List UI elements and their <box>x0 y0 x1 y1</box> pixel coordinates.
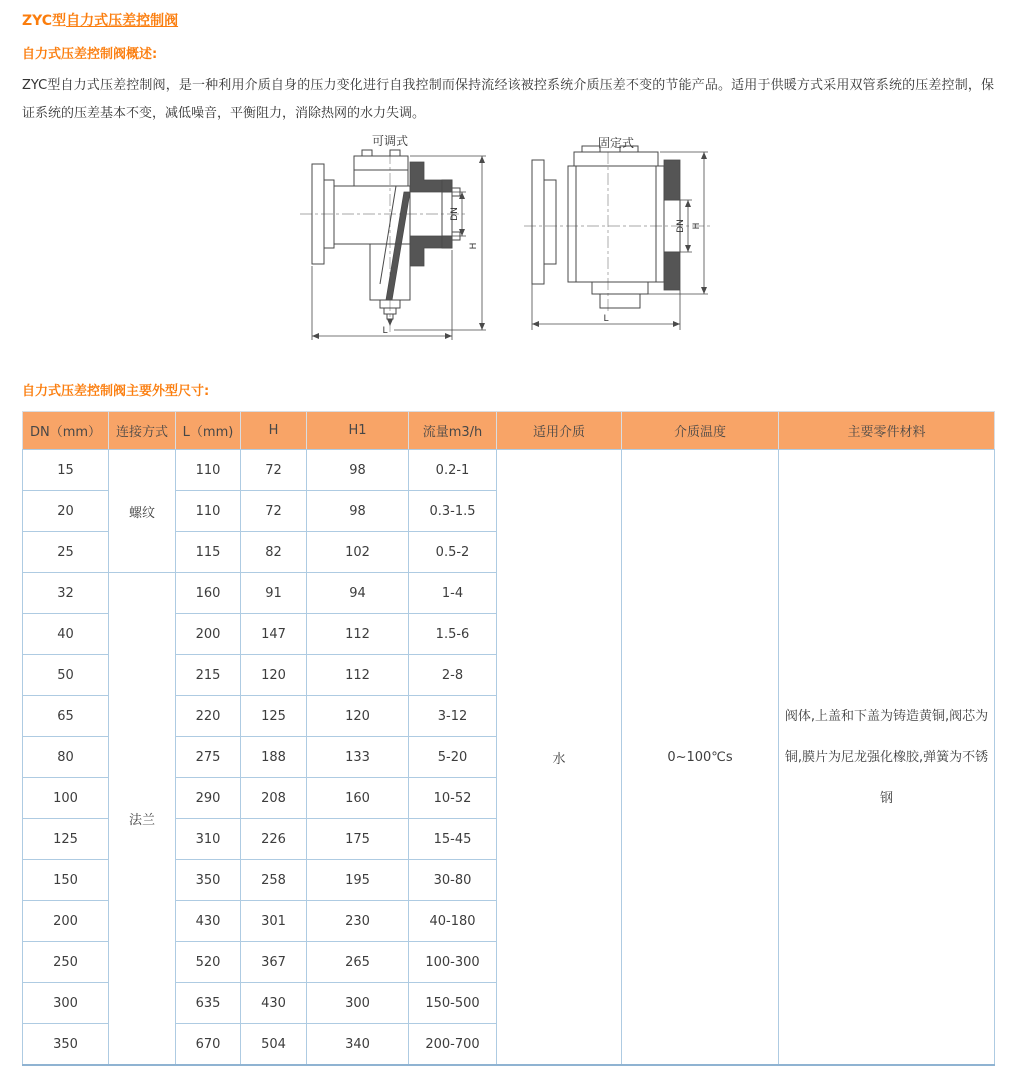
right-flange-cut-top <box>442 180 452 192</box>
cell-dn: 80 <box>23 737 109 778</box>
cell-h: 82 <box>241 532 307 573</box>
valve-diagram-adjustable <box>290 134 504 352</box>
cell-flow: 15-45 <box>409 819 497 860</box>
cell-materials: 阀体,上盖和下盖为铸造黄铜,阀芯为铜,膜片为尼龙强化橡胶,弹簧为不锈钢 <box>779 450 995 1066</box>
cell-dn: 125 <box>23 819 109 860</box>
header-temperature: 介质温度 <box>622 412 779 450</box>
cell-flow: 10-52 <box>409 778 497 819</box>
cell-flow: 150-500 <box>409 983 497 1024</box>
cell-flow: 3-12 <box>409 696 497 737</box>
cell-h1: 98 <box>307 491 409 532</box>
valve-drawing-fixed-svg <box>516 134 726 339</box>
page-title <box>22 12 994 30</box>
cell-h1: 265 <box>307 942 409 983</box>
cell-flow: 2-8 <box>409 655 497 696</box>
section-cut-bottom <box>664 252 680 290</box>
cell-h: 208 <box>241 778 307 819</box>
cell-flow: 0.2-1 <box>409 450 497 491</box>
cell-h1: 340 <box>307 1024 409 1066</box>
cell-flow: 5-20 <box>409 737 497 778</box>
cell-dn: 32 <box>23 573 109 614</box>
cell-h1: 112 <box>307 655 409 696</box>
cell-flow: 0.3-1.5 <box>409 491 497 532</box>
valve-body <box>568 166 664 282</box>
cell-dn: 100 <box>23 778 109 819</box>
l-dimension-label: L <box>382 326 388 336</box>
h-arrow-down <box>701 287 707 294</box>
h-dimension-label: H <box>469 242 479 250</box>
diagram-label-fixed: 固定式 <box>597 136 635 150</box>
lower-actuator-top <box>592 282 648 294</box>
body-walls <box>576 166 656 282</box>
cell-l: 670 <box>176 1024 241 1066</box>
cell-h1: 94 <box>307 573 409 614</box>
cell-flow: 0.5-2 <box>409 532 497 573</box>
valve-diagram-fixed <box>516 134 726 339</box>
cell-h1: 102 <box>307 532 409 573</box>
valve-diagrams <box>22 134 994 356</box>
header-l: L（mm) <box>176 412 241 450</box>
cell-h: 301 <box>241 901 307 942</box>
header-flow: 流量m3/h <box>409 412 497 450</box>
cell-h: 430 <box>241 983 307 1024</box>
cell-l: 160 <box>176 573 241 614</box>
cell-h1: 175 <box>307 819 409 860</box>
l-arrow-left <box>312 333 319 339</box>
cell-flow: 40-180 <box>409 901 497 942</box>
cell-l: 635 <box>176 983 241 1024</box>
dn-arrow-down <box>685 245 691 252</box>
table-row <box>23 450 995 491</box>
membrane-cut <box>386 192 410 300</box>
cell-h: 72 <box>241 491 307 532</box>
cell-dn: 65 <box>23 696 109 737</box>
bonnet <box>354 156 408 186</box>
page-title-prefix: ZYC型 <box>22 13 67 29</box>
cell-dn: 25 <box>23 532 109 573</box>
h-arrow-up <box>701 152 707 159</box>
overview-heading: 自力式压差控制阀概述: <box>22 47 158 62</box>
dn-arrow-up <box>685 200 691 207</box>
header-dn: DN（mm） <box>23 412 109 450</box>
cell-connection: 法兰 <box>109 573 176 1066</box>
cell-h1: 195 <box>307 860 409 901</box>
table-body <box>23 450 995 1066</box>
cell-l: 520 <box>176 942 241 983</box>
cell-h: 91 <box>241 573 307 614</box>
cell-connection: 螺纹 <box>109 450 176 573</box>
h-dimension-label: H <box>692 222 702 230</box>
table-header-row <box>23 412 995 450</box>
cell-l: 275 <box>176 737 241 778</box>
cell-l: 350 <box>176 860 241 901</box>
section-cut-top <box>664 160 680 200</box>
bonnet-tab <box>390 150 400 156</box>
l-dimension-label: L <box>603 314 609 324</box>
valve-drawing-adjustable-svg <box>290 134 504 352</box>
cell-h: 188 <box>241 737 307 778</box>
page-title-link[interactable]: 自力式压差控制阀 <box>66 13 179 29</box>
cell-l: 110 <box>176 491 241 532</box>
cell-flow: 200-700 <box>409 1024 497 1066</box>
cell-h1: 120 <box>307 696 409 737</box>
header-h: H <box>241 412 307 450</box>
cell-dn: 15 <box>23 450 109 491</box>
cell-l: 310 <box>176 819 241 860</box>
cell-h: 367 <box>241 942 307 983</box>
cell-h: 125 <box>241 696 307 737</box>
h-arrow-down <box>479 323 485 330</box>
header-h1: H1 <box>307 412 409 450</box>
cell-h: 147 <box>241 614 307 655</box>
l-arrow-left <box>532 321 539 327</box>
cell-dn: 50 <box>23 655 109 696</box>
cell-h1: 112 <box>307 614 409 655</box>
lower-actuator-body <box>600 294 640 308</box>
cell-h: 72 <box>241 450 307 491</box>
l-arrow-right <box>445 333 452 339</box>
header-materials: 主要零件材料 <box>779 412 995 450</box>
left-hub <box>544 180 556 264</box>
cell-dn: 200 <box>23 901 109 942</box>
h-arrow-up <box>479 156 485 163</box>
overview-paragraph: ZYC型自力式压差控制阀，是一种利用介质自身的压力变化进行自我控制而保持流经该被控系统介质压差不变的节能产品。适用于供暖方式采用双管系统的压差控制，保证系统的压差基本不变，减低噪音，平衡阻力，消除热网的水力失调。 <box>22 78 994 121</box>
dn-dimension-label: DN <box>676 219 686 233</box>
cell-h1: 300 <box>307 983 409 1024</box>
cell-dn: 250 <box>23 942 109 983</box>
cell-flow: 1.5-6 <box>409 614 497 655</box>
cell-flow: 30-80 <box>409 860 497 901</box>
cell-medium: 水 <box>497 450 622 1066</box>
header-connection: 连接方式 <box>109 412 176 450</box>
cell-l: 290 <box>176 778 241 819</box>
diagram-label-adjustable: 可调式 <box>371 134 409 148</box>
bonnet-tab <box>362 150 372 156</box>
cell-l: 220 <box>176 696 241 737</box>
l-arrow-right <box>673 321 680 327</box>
cell-dn: 40 <box>23 614 109 655</box>
cell-h: 226 <box>241 819 307 860</box>
cell-h1: 98 <box>307 450 409 491</box>
cell-flow: 1-4 <box>409 573 497 614</box>
cell-h: 120 <box>241 655 307 696</box>
left-flange <box>532 160 544 284</box>
top-cap <box>574 152 658 166</box>
cell-dn: 150 <box>23 860 109 901</box>
dimensions-heading: 自力式压差控制阀主要外型尺寸: <box>22 384 210 399</box>
cell-h1: 133 <box>307 737 409 778</box>
cell-l: 430 <box>176 901 241 942</box>
cell-h1: 230 <box>307 901 409 942</box>
cell-l: 215 <box>176 655 241 696</box>
cell-h1: 160 <box>307 778 409 819</box>
stem-tip <box>387 319 393 326</box>
cell-l: 200 <box>176 614 241 655</box>
cell-h: 504 <box>241 1024 307 1066</box>
cell-dn: 20 <box>23 491 109 532</box>
right-flange-cut-bottom <box>442 236 452 248</box>
cell-l: 110 <box>176 450 241 491</box>
dimensions-table <box>22 411 995 1066</box>
cell-flow: 100-300 <box>409 942 497 983</box>
section-cut-top <box>410 162 442 192</box>
dn-dimension-label: DN <box>450 207 460 221</box>
cell-dn: 300 <box>23 983 109 1024</box>
cell-h: 258 <box>241 860 307 901</box>
section-cut-bottom <box>410 236 442 266</box>
header-medium: 适用介质 <box>497 412 622 450</box>
cell-dn: 350 <box>23 1024 109 1066</box>
cell-l: 115 <box>176 532 241 573</box>
cell-temperature: 0~100℃s <box>622 450 779 1066</box>
